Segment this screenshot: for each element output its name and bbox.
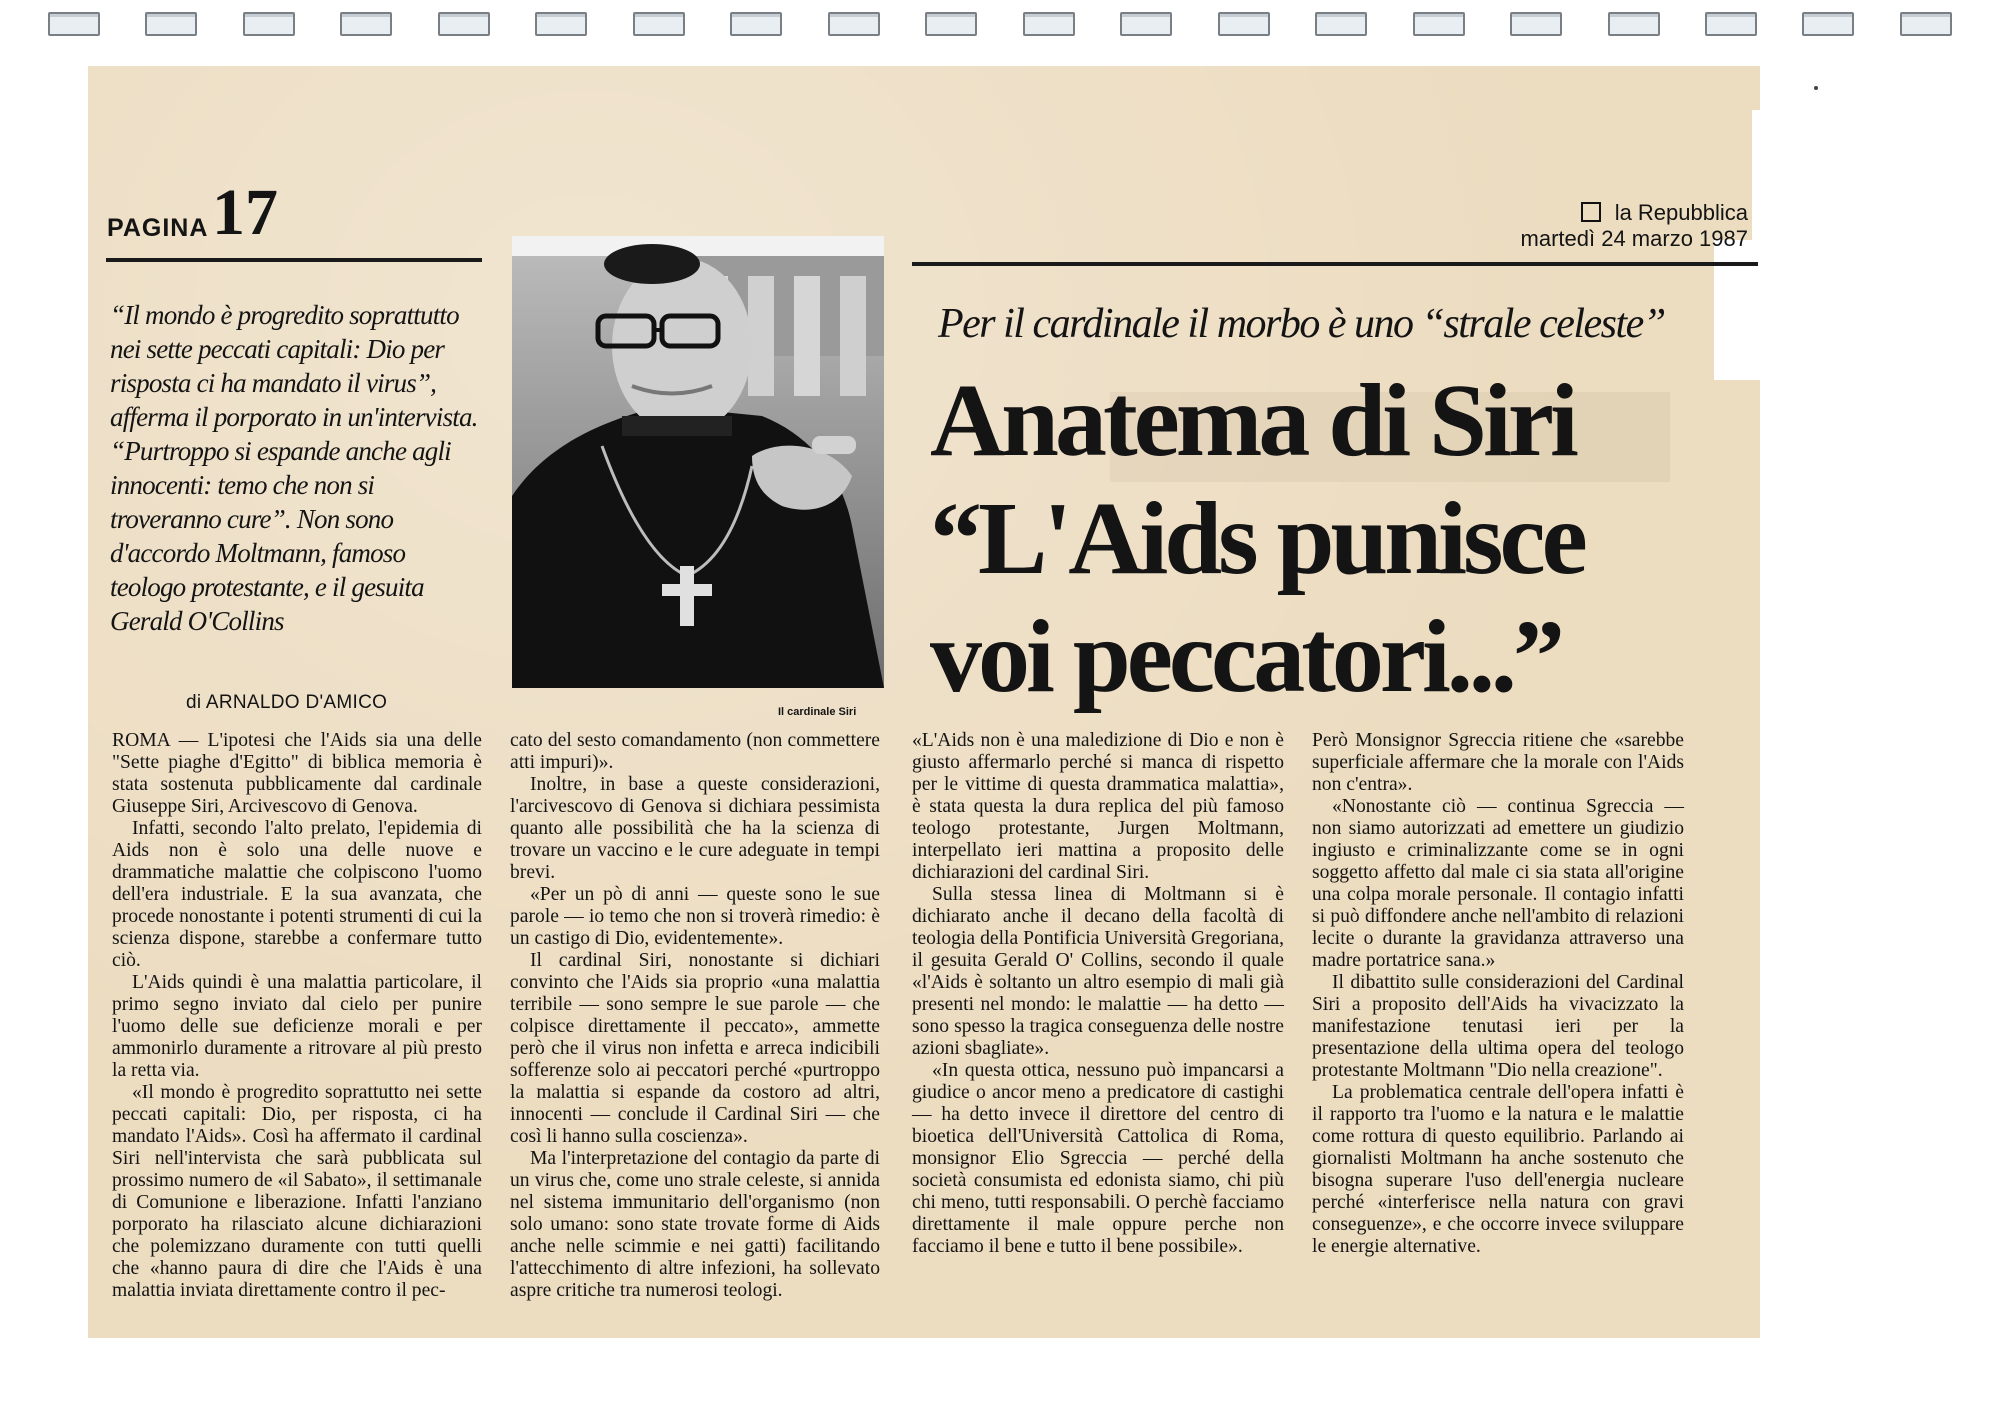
byline: di ARNALDO D'AMICO <box>186 692 388 713</box>
masthead <box>1521 200 1748 252</box>
article-paragraph: ROMA — L'ipotesi che l'Aids sia una delle "Sette piaghe d'Egitto" di biblica memoria è stata sostenuta pubblicamente dal cardinale Giuseppe Siri, Arcivescovo di Genova. <box>112 730 482 817</box>
binder-hole <box>1900 12 1952 36</box>
article-paragraph: Sulla stessa linea di Moltmann si è dichiarato anche il decano della facoltà di teologia della Pontificia Università Gregoriana, il gesuita Gerald O' Collins, secondo il quale «l'Aids è soltanto un altro esempio di mali già presenti nel mondo: le malattie — ha detto — sono spesso la tragica conseguenza delle nostre azioni sbagliate». <box>912 884 1284 1059</box>
article-paragraph: Ma l'interpretazione del contagio da parte di un virus che, come uno strale celeste, si annida nel sistema immunitario dell'organismo (non solo umano: sono state trovate forme di Aids anche nelle scimmie e nei gatti) facilitando l'attecchimento di altre infezioni, ha sollevato aspre critiche tra numerosi teologi. <box>510 1148 880 1301</box>
article-paragraph: «Il mondo è progredito soprattutto nei sette peccati capitali: Dio, per risposta, ci ha mandato l'Aids». Così ha affermato il cardinal Siri nell'intervista che sarà pubblicata sul prossimo numero de «il Sabato», il settimanale di Comunione e liberazione. Infatti l'anziano porporato ha rilasciato alcune dichiarazioni che polemizzano duramente con tutti quelli che «hanno paura di dire che l'Aids è una malattia inviata direttamente contro il pec- <box>112 1082 482 1301</box>
square-icon <box>1581 202 1601 222</box>
headline-line-2: “L'Aids punisce <box>930 481 1584 596</box>
article-paragraph: cato del sesto comandamento (non commettere atti impuri)». <box>510 730 880 773</box>
cardinal-portrait-graphic <box>512 236 884 688</box>
binder-hole <box>145 12 197 36</box>
article-column-2 <box>510 730 880 1302</box>
main-headline <box>930 362 1584 716</box>
article-paragraph: «In questa ottica, nessuno può impancarsi a giudice o ancor meno a predicatore di castighi — ha detto invece il direttore del centro di bioetica dell'Università Cattolica di Roma, monsignor Elio Sgreccia — perché della società consumista ed edonista siamo, chi più chi meno, tutti responsabili. O perchè facciamo direttamente il male oppure perche non facciamo il bene e tutto il bene possibile». <box>912 1060 1284 1257</box>
binder-hole <box>1315 12 1367 36</box>
binder-hole <box>1510 12 1562 36</box>
article-paragraph: La problematica centrale dell'opera infatti è il rapporto tra l'uomo e la natura e le malattie come rottura di questo equilibrio. Parlando ai giornalisti Moltmann ha anche sostenuto che bisogna superare l'uso dell'energia nucleare perché «interferisce nella natura con gravi conseguenze», e che occorre invece sviluppare le energie alternative. <box>1312 1082 1684 1257</box>
binder-hole <box>925 12 977 36</box>
article-column-3 <box>912 730 1284 1258</box>
header-rule-right <box>912 262 1758 266</box>
binder-hole <box>1023 12 1075 36</box>
binder-hole <box>1120 12 1172 36</box>
article-paragraph: «Per un pò di anni — queste sono le sue parole — io temo che non si troverà rimedio: è un castigo di Dio, evidentemente». <box>510 884 880 949</box>
binder-hole <box>828 12 880 36</box>
article-paragraph: Però Monsignor Sgreccia ritiene che «sarebbe superficiale affermare che la morale con l'Aids non c'entra». <box>1312 730 1684 795</box>
article-paragraph: «L'Aids non è una maledizione di Dio e non è giusto affermarlo perché si manca di rispetto per le vittime di questa drammatica malattia», è stata questa la dura replica del più famoso teologo protestante, Jurgen Moltmann, interpellato ieri mattina a proposito delle dichiarazioni del cardinal Siri. <box>912 730 1284 883</box>
article-column-4 <box>1312 730 1684 1258</box>
article-paragraph: Il dibattito sulle considerazioni del Cardinal Siri a proposito dell'Aids ha vivacizzato la manifestazione tenutasi ieri per la presentazione della ultima opera del teologo protestante Moltmann "Dio nella creazione". <box>1312 972 1684 1081</box>
binder-hole <box>730 12 782 36</box>
binder-hole <box>438 12 490 36</box>
article-paragraph: Il cardinal Siri, nonostante si dichiari convinto che l'Aids sia proprio «una malattia terribile — sono sempre le sue parole — che colpisce direttamente il peccato», ammette però che il virus non infetta e arreca indicibili sofferenze solo ai peccatori perché «purtroppo la malattia si espande da costoro ad altri, innocenti — conclude il Cardinal Siri — che così li hanno sulla coscienza». <box>510 950 880 1147</box>
newspaper-name-line <box>1521 200 1748 226</box>
dust-speck <box>1814 86 1818 90</box>
article-paragraph: «Nonostante ciò — continua Sgreccia — non siamo autorizzati ad emettere un giudizio ingiusto e criminalizzante come se in ogni soggetto affetto dal male ci sia stata all'origine una colpa morale personale. Il contagio infatti si può diffondere anche nell'ambito di relazioni lecite o durante la gravidanza attraverso una madre portatrice sana.» <box>1312 796 1684 971</box>
binder-hole <box>535 12 587 36</box>
article-paragraph: L'Aids quindi è una malattia particolare, il primo segno inviato dal cielo per punire l'uomo delle sue deficienze morali e per ammonirlo duramente a ritrovare al più presto la retta via. <box>112 972 482 1081</box>
cardinal-photo <box>512 236 884 688</box>
torn-edge <box>1714 240 1764 380</box>
headline-kicker: Per il cardinale il morbo è uno “strale celeste” <box>938 301 1665 347</box>
page-label: PAGINA <box>107 214 209 242</box>
binder-holes <box>48 12 1952 36</box>
issue-date: martedì 24 marzo 1987 <box>1520 226 1748 251</box>
binder-hole <box>1705 12 1757 36</box>
binder-hole <box>1413 12 1465 36</box>
torn-edge <box>1752 110 1766 250</box>
article-paragraph: Inoltre, in base a queste considerazioni, l'arcivescovo di Genova si dichiara pessimista quanto alle possibilità che ha la scienza di trovare un vaccino e le cure adeguate in tempi brevi. <box>510 774 880 883</box>
page-number: 17 <box>212 176 278 249</box>
article-column-1 <box>112 730 482 1302</box>
header-rule-left <box>106 258 482 262</box>
pull-quote: “Il mondo è progredito soprattutto nei sette peccati capitali: Dio per risposta ci ha mandato il virus”, afferma il porporato in un'intervista. “Purtroppo si espande anche agli innocenti: temo che non si troveranno cure”. Non sono d'accordo Moltmann, famoso teologo protestante, e il gesuita Gerald O'Collins <box>110 300 478 636</box>
newspaper-name: la Repubblica <box>1614 200 1748 225</box>
binder-hole <box>1218 12 1270 36</box>
photo-caption: Il cardinale Siri <box>778 706 857 718</box>
binder-hole <box>633 12 685 36</box>
binder-hole <box>243 12 295 36</box>
article-paragraph: Infatti, secondo l'alto prelato, l'epidemia di Aids non è solo una delle nuove e drammatiche malattie che colpiscono l'uomo dell'era industriale. E la sua avanzata, che procede nonostante i potenti strumenti di cui la scienza dispone, starebbe a confermare tutto ciò. <box>112 818 482 971</box>
binder-hole <box>340 12 392 36</box>
binder-hole <box>1608 12 1660 36</box>
headline-line-3: voi peccatori...” <box>930 599 1561 714</box>
binder-hole <box>1802 12 1854 36</box>
headline-line-1: Anatema di Siri <box>930 363 1575 478</box>
binder-hole <box>48 12 100 36</box>
